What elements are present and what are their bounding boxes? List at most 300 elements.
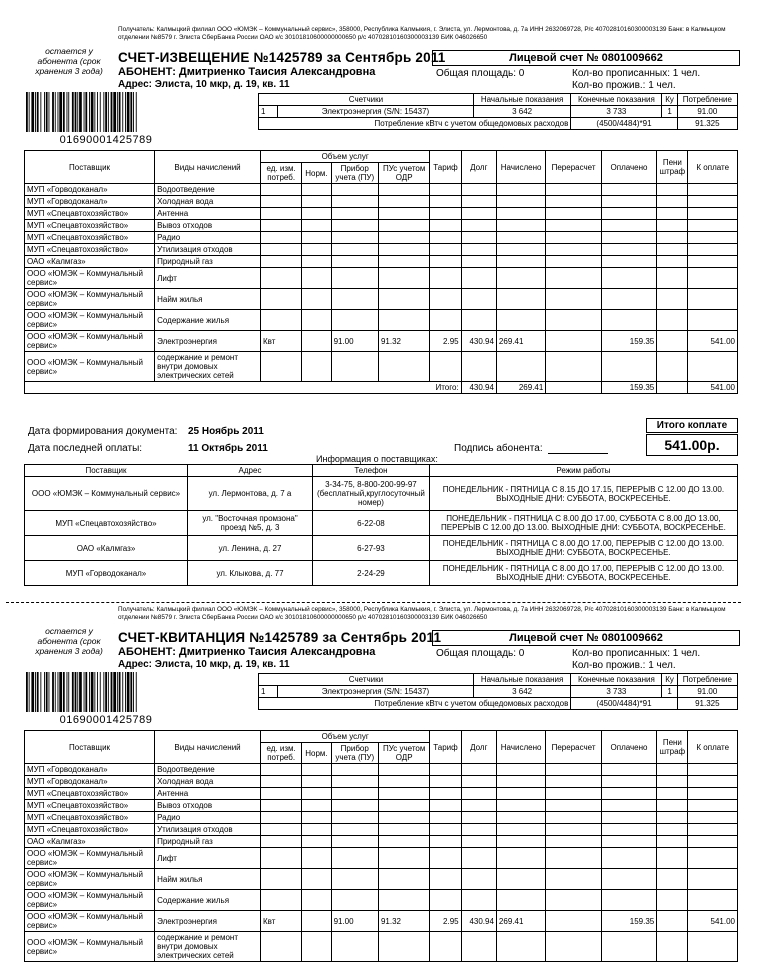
service-penalty (657, 812, 688, 824)
service-norm (302, 848, 331, 869)
service-norm (302, 776, 331, 788)
total-label: Итого: (25, 382, 462, 394)
service-penalty (657, 776, 688, 788)
service-penalty (657, 788, 688, 800)
total-paid: 159.35 (601, 382, 656, 394)
service-unit (260, 890, 301, 911)
barcode-bar (58, 672, 59, 712)
col-unit: ед. изм. потреб. (260, 743, 301, 764)
barcode-bar (133, 672, 134, 712)
service-recalc (546, 352, 601, 382)
meters-header: Счетчики (259, 674, 474, 686)
barcode-bar (58, 92, 59, 132)
service-recalc (546, 890, 601, 911)
col-supplier-hours: Режим работы (429, 465, 737, 477)
odn-formula: (4500/4484)*91 (571, 118, 677, 130)
service-unit (260, 196, 301, 208)
service-penalty (657, 869, 688, 890)
service-topay (688, 869, 738, 890)
service-total-row (25, 382, 738, 394)
service-tariff (430, 220, 461, 232)
barcode-bar (127, 672, 130, 712)
service-pu-odr (378, 869, 429, 890)
service-supplier: ООО «ЮМЭК – Коммунальный сервис» (25, 268, 155, 289)
service-recalc (546, 836, 601, 848)
barcode (26, 672, 186, 712)
service-charged (496, 289, 545, 310)
barcode-bar (79, 92, 82, 132)
service-pu-odr (378, 788, 429, 800)
service-charged (496, 869, 545, 890)
barcode-bar (37, 672, 39, 712)
barcode-bar (72, 92, 74, 132)
col-penalty: Пени штраф (657, 731, 688, 764)
service-debt (461, 244, 496, 256)
service-paid (601, 800, 656, 812)
barcode-bar (113, 672, 116, 712)
supplier-info-name: ООО «ЮМЭК – Коммунальный сервис» (25, 477, 188, 511)
service-unit (260, 869, 301, 890)
services-header-row (25, 151, 738, 163)
services-header-row (25, 731, 738, 743)
service-pu-odr (378, 776, 429, 788)
service-meter (331, 812, 378, 824)
service-kind: Холодная вода (155, 776, 261, 788)
meter-consumption: 91.00 (677, 106, 737, 118)
service-pu-odr (378, 352, 429, 382)
supplier-info-hours: ПОНЕДЕЛЬНИК - ПЯТНИЦА С 8.15 ДО 17.15, ПЕРЕРЫВ С 12.00 ДО 13.00. ВЫХОДНЫЕ ДНИ: СУББОТА, ВОСКРЕСЕНЬЕ. (429, 477, 737, 511)
service-tariff (430, 256, 461, 268)
total-due-label: Итого коплате (646, 418, 738, 433)
barcode-bar (111, 672, 113, 712)
service-meter (331, 352, 378, 382)
service-paid (601, 184, 656, 196)
service-charged (496, 244, 545, 256)
supplier-info-row (25, 536, 738, 561)
service-recalc (546, 788, 601, 800)
service-tariff (430, 812, 461, 824)
service-meter (331, 890, 378, 911)
barcode-bar (127, 92, 130, 132)
service-paid (601, 836, 656, 848)
service-meter (331, 244, 378, 256)
barcode-bar (44, 672, 45, 712)
service-kind: Содержание жилья (155, 890, 261, 911)
service-row (25, 911, 738, 932)
service-pu-odr (378, 244, 429, 256)
service-pu-odr (378, 232, 429, 244)
barcode-bar (35, 92, 36, 132)
service-topay (688, 800, 738, 812)
service-row (25, 232, 738, 244)
barcode (26, 92, 186, 132)
service-paid (601, 824, 656, 836)
service-meter (331, 196, 378, 208)
service-recalc (546, 331, 601, 352)
barcode-bar (89, 92, 90, 132)
service-pu-odr (378, 310, 429, 331)
services-table (24, 150, 738, 394)
service-row (25, 331, 738, 352)
meter-start: 3 642 (473, 106, 570, 118)
barcode-bar (55, 92, 56, 132)
service-penalty (657, 232, 688, 244)
supplier-info-name: МУП «Спецавтохозяйство» (25, 511, 188, 536)
service-kind: Природный газ (155, 836, 261, 848)
service-debt: 430.94 (461, 911, 496, 932)
service-kind: Утилизация отходов (155, 244, 261, 256)
meter-coef: 1 (662, 106, 677, 118)
service-pu-odr (378, 208, 429, 220)
service-meter: 91.00 (331, 331, 378, 352)
service-debt (461, 352, 496, 382)
service-charged (496, 800, 545, 812)
service-debt (461, 869, 496, 890)
last-payment-date: 11 Октябрь 2011 (188, 443, 268, 454)
service-norm (302, 869, 331, 890)
barcode-bar (105, 672, 107, 712)
col-unit: ед. изм. потреб. (260, 163, 301, 184)
service-penalty (657, 932, 688, 962)
service-recalc (546, 208, 601, 220)
service-row (25, 268, 738, 289)
service-topay (688, 824, 738, 836)
subscriber-name: АБОНЕНТ: Дмитриенко Таисия Александровна (118, 646, 376, 658)
service-debt (461, 232, 496, 244)
barcode-bar (40, 92, 41, 132)
service-meter (331, 824, 378, 836)
service-supplier: МУП «Спецавтохозяйство» (25, 220, 155, 232)
barcode-bar (44, 92, 45, 132)
barcode-bar (122, 672, 123, 712)
col-supplier-address: Адрес (188, 465, 313, 477)
service-kind: Электроэнергия (155, 331, 261, 352)
service-charged (496, 232, 545, 244)
odn-value: 91.325 (677, 118, 737, 130)
meter-coef: 1 (662, 686, 677, 698)
service-penalty (657, 220, 688, 232)
signature-line (548, 453, 608, 454)
service-tariff (430, 932, 461, 962)
service-paid (601, 196, 656, 208)
service-paid (601, 244, 656, 256)
service-paid (601, 848, 656, 869)
barcode-bar (52, 672, 54, 712)
service-charged: 269.41 (496, 911, 545, 932)
meter-index: 1 (259, 106, 278, 118)
barcode-bar (125, 92, 126, 132)
barcode-bar (84, 92, 85, 132)
col-pu-odr: ПУс учетом ОДР (378, 163, 429, 184)
suppliers-info-caption: Информация о поставщиках: (316, 454, 438, 464)
service-norm (302, 208, 331, 220)
odn-label: Потребление кВтч с учетом общедомовых расходов (259, 698, 571, 710)
barcode-bar (117, 672, 118, 712)
service-tariff (430, 800, 461, 812)
service-row (25, 824, 738, 836)
service-norm (302, 196, 331, 208)
service-tariff (430, 184, 461, 196)
barcode-bar (125, 672, 126, 712)
service-pu-odr (378, 848, 429, 869)
service-topay: 541.00 (688, 911, 738, 932)
service-debt (461, 289, 496, 310)
service-tariff: 2.95 (430, 331, 461, 352)
service-topay (688, 256, 738, 268)
meters-header: Конечные показания (571, 674, 662, 686)
service-paid (601, 352, 656, 382)
barcode-bar (136, 672, 137, 712)
service-charged (496, 764, 545, 776)
col-norm: Норм. (302, 743, 331, 764)
barcode-bar (77, 672, 78, 712)
service-kind: Содержание жилья (155, 310, 261, 331)
barcode-bar (108, 672, 109, 712)
service-tariff (430, 244, 461, 256)
barcode-bar (113, 92, 116, 132)
service-norm (302, 256, 331, 268)
service-recalc (546, 268, 601, 289)
total-charged: 269.41 (496, 382, 545, 394)
service-topay (688, 776, 738, 788)
service-topay (688, 890, 738, 911)
service-pu-odr (378, 196, 429, 208)
service-tariff (430, 196, 461, 208)
service-kind: Утилизация отходов (155, 824, 261, 836)
service-meter (331, 869, 378, 890)
service-meter (331, 932, 378, 962)
total-area: Общая площадь: 0 (436, 648, 525, 659)
service-pu-odr (378, 256, 429, 268)
col-charged: Начислено (496, 731, 545, 764)
service-paid (601, 208, 656, 220)
service-topay (688, 352, 738, 382)
service-unit (260, 232, 301, 244)
service-topay (688, 208, 738, 220)
service-norm (302, 310, 331, 331)
service-recalc (546, 812, 601, 824)
service-norm (302, 331, 331, 352)
service-debt (461, 824, 496, 836)
col-supplier: Поставщик (25, 731, 155, 764)
service-unit (260, 800, 301, 812)
barcode-bar (100, 672, 101, 712)
barcode-bar (79, 672, 82, 712)
service-row (25, 890, 738, 911)
service-recalc (546, 196, 601, 208)
service-paid (601, 812, 656, 824)
service-charged (496, 352, 545, 382)
col-kind: Виды начислений (155, 151, 261, 184)
service-charged (496, 812, 545, 824)
service-penalty (657, 824, 688, 836)
service-meter (331, 208, 378, 220)
service-paid (601, 220, 656, 232)
service-debt (461, 220, 496, 232)
service-charged (496, 890, 545, 911)
barcode-bar (46, 672, 48, 712)
barcode-bar (84, 672, 85, 712)
service-kind: Радио (155, 812, 261, 824)
barcode-bar (29, 92, 30, 132)
service-supplier: МУП «Горводоканал» (25, 776, 155, 788)
service-recalc (546, 869, 601, 890)
col-volume: Объем услуг (260, 151, 429, 163)
service-tariff (430, 268, 461, 289)
service-debt: 430.94 (461, 331, 496, 352)
suppliers-info-table (24, 464, 738, 586)
subscriber-address: Адрес: Элиста, 10 мкр, д. 19, кв. 11 (118, 659, 290, 670)
service-charged (496, 208, 545, 220)
service-norm (302, 890, 331, 911)
service-recalc (546, 184, 601, 196)
barcode-bar (55, 672, 56, 712)
service-meter (331, 256, 378, 268)
service-norm (302, 352, 331, 382)
service-topay (688, 310, 738, 331)
odn-formula: (4500/4484)*91 (571, 698, 677, 710)
service-row (25, 220, 738, 232)
service-penalty (657, 764, 688, 776)
service-kind: Водоотведение (155, 764, 261, 776)
receipt-title: СЧЕТ-КВИТАНЦИЯ №1425789 за Сентябрь 2011 (118, 630, 442, 645)
service-tariff (430, 208, 461, 220)
service-penalty (657, 310, 688, 331)
col-volume: Объем услуг (260, 731, 429, 743)
total-recalc (546, 382, 601, 394)
service-pu-odr (378, 824, 429, 836)
meters-table (258, 93, 738, 130)
service-pu-odr (378, 836, 429, 848)
service-supplier: ООО «ЮМЭК – Коммунальный сервис» (25, 352, 155, 382)
barcode-bar (108, 92, 109, 132)
service-topay (688, 244, 738, 256)
service-paid (601, 869, 656, 890)
barcode-bar (49, 92, 50, 132)
barcode-bar (100, 92, 101, 132)
service-charged (496, 220, 545, 232)
col-meter: Прибор учета (ПУ) (331, 163, 378, 184)
service-meter (331, 788, 378, 800)
service-recalc (546, 256, 601, 268)
service-row (25, 256, 738, 268)
col-paid: Оплачено (601, 731, 656, 764)
service-supplier: ООО «ЮМЭК – Коммунальный сервис» (25, 848, 155, 869)
service-supplier: МУП «Спецавтохозяйство» (25, 244, 155, 256)
service-tariff (430, 764, 461, 776)
service-tariff (430, 776, 461, 788)
supplier-info-phone: 6-22-08 (313, 511, 430, 536)
service-supplier: МУП «Горводоканал» (25, 196, 155, 208)
account-number: Лицевой счет № 0801009662 (432, 50, 740, 66)
service-supplier: ООО «ЮМЭК – Коммунальный сервис» (25, 932, 155, 962)
service-kind: Природный газ (155, 256, 261, 268)
service-penalty (657, 289, 688, 310)
service-supplier: ООО «ЮМЭК – Коммунальный сервис» (25, 890, 155, 911)
service-kind: Вывоз отходов (155, 800, 261, 812)
residing-count: Кол-во прожив.: 1 чел. (572, 80, 676, 91)
supplier-info-phone: 6-27-93 (313, 536, 430, 561)
service-unit (260, 310, 301, 331)
service-recalc (546, 289, 601, 310)
service-topay (688, 932, 738, 962)
service-norm (302, 244, 331, 256)
service-row (25, 310, 738, 331)
service-unit (260, 289, 301, 310)
meters-header: Начальные показания (473, 94, 570, 106)
col-recalc: Перерасчет (546, 151, 601, 184)
registered-count: Кол-во прописанных: 1 чел. (572, 648, 701, 659)
barcode-bar (75, 92, 77, 132)
col-supplier: Поставщик (25, 151, 155, 184)
service-supplier: ОАО «Калмгаз» (25, 256, 155, 268)
supplier-info-address: ул. Ленина, д. 27 (188, 536, 313, 561)
barcode-bar (122, 92, 123, 132)
service-debt (461, 836, 496, 848)
service-topay (688, 812, 738, 824)
meters-header: Потребление (677, 94, 737, 106)
service-paid (601, 776, 656, 788)
service-paid (601, 232, 656, 244)
service-charged (496, 932, 545, 962)
meter-index: 1 (259, 686, 278, 698)
doc-date: 25 Ноябрь 2011 (188, 426, 264, 437)
service-tariff: 2.95 (430, 911, 461, 932)
barcode-bar (49, 672, 50, 712)
service-charged (496, 268, 545, 289)
service-tariff (430, 824, 461, 836)
service-unit: Квт (260, 911, 301, 932)
service-norm (302, 932, 331, 962)
barcode-bar (130, 92, 132, 132)
service-row (25, 848, 738, 869)
service-charged (496, 310, 545, 331)
service-unit (260, 220, 301, 232)
service-tariff (430, 890, 461, 911)
service-tariff (430, 289, 461, 310)
service-supplier: МУП «Спецавтохозяйство» (25, 824, 155, 836)
supplier-info-address: ул. "Восточная промзона" проезд №5, д. 3 (188, 511, 313, 536)
service-pu-odr (378, 220, 429, 232)
service-meter (331, 220, 378, 232)
barcode-bar (133, 92, 134, 132)
service-unit (260, 764, 301, 776)
service-norm (302, 911, 331, 932)
barcode-bar (119, 672, 121, 712)
service-topay (688, 848, 738, 869)
service-meter (331, 764, 378, 776)
service-tariff (430, 869, 461, 890)
col-paid: Оплачено (601, 151, 656, 184)
supplier-info-phone: 3-34-75, 8-800-200-99-97 (бесплатный,круглосуточный номер) (313, 477, 430, 511)
service-unit (260, 352, 301, 382)
service-row (25, 812, 738, 824)
service-topay (688, 788, 738, 800)
service-supplier: ООО «ЮМЭК – Коммунальный сервис» (25, 310, 155, 331)
service-penalty (657, 836, 688, 848)
barcode-bar (89, 672, 90, 712)
service-recalc (546, 310, 601, 331)
service-topay (688, 268, 738, 289)
meters-header-row (259, 94, 738, 106)
signature-label: Подпись абонента: (454, 443, 543, 454)
service-unit (260, 836, 301, 848)
service-unit (260, 184, 301, 196)
service-charged: 269.41 (496, 331, 545, 352)
odn-value: 91.325 (677, 698, 737, 710)
service-meter (331, 776, 378, 788)
service-row (25, 196, 738, 208)
